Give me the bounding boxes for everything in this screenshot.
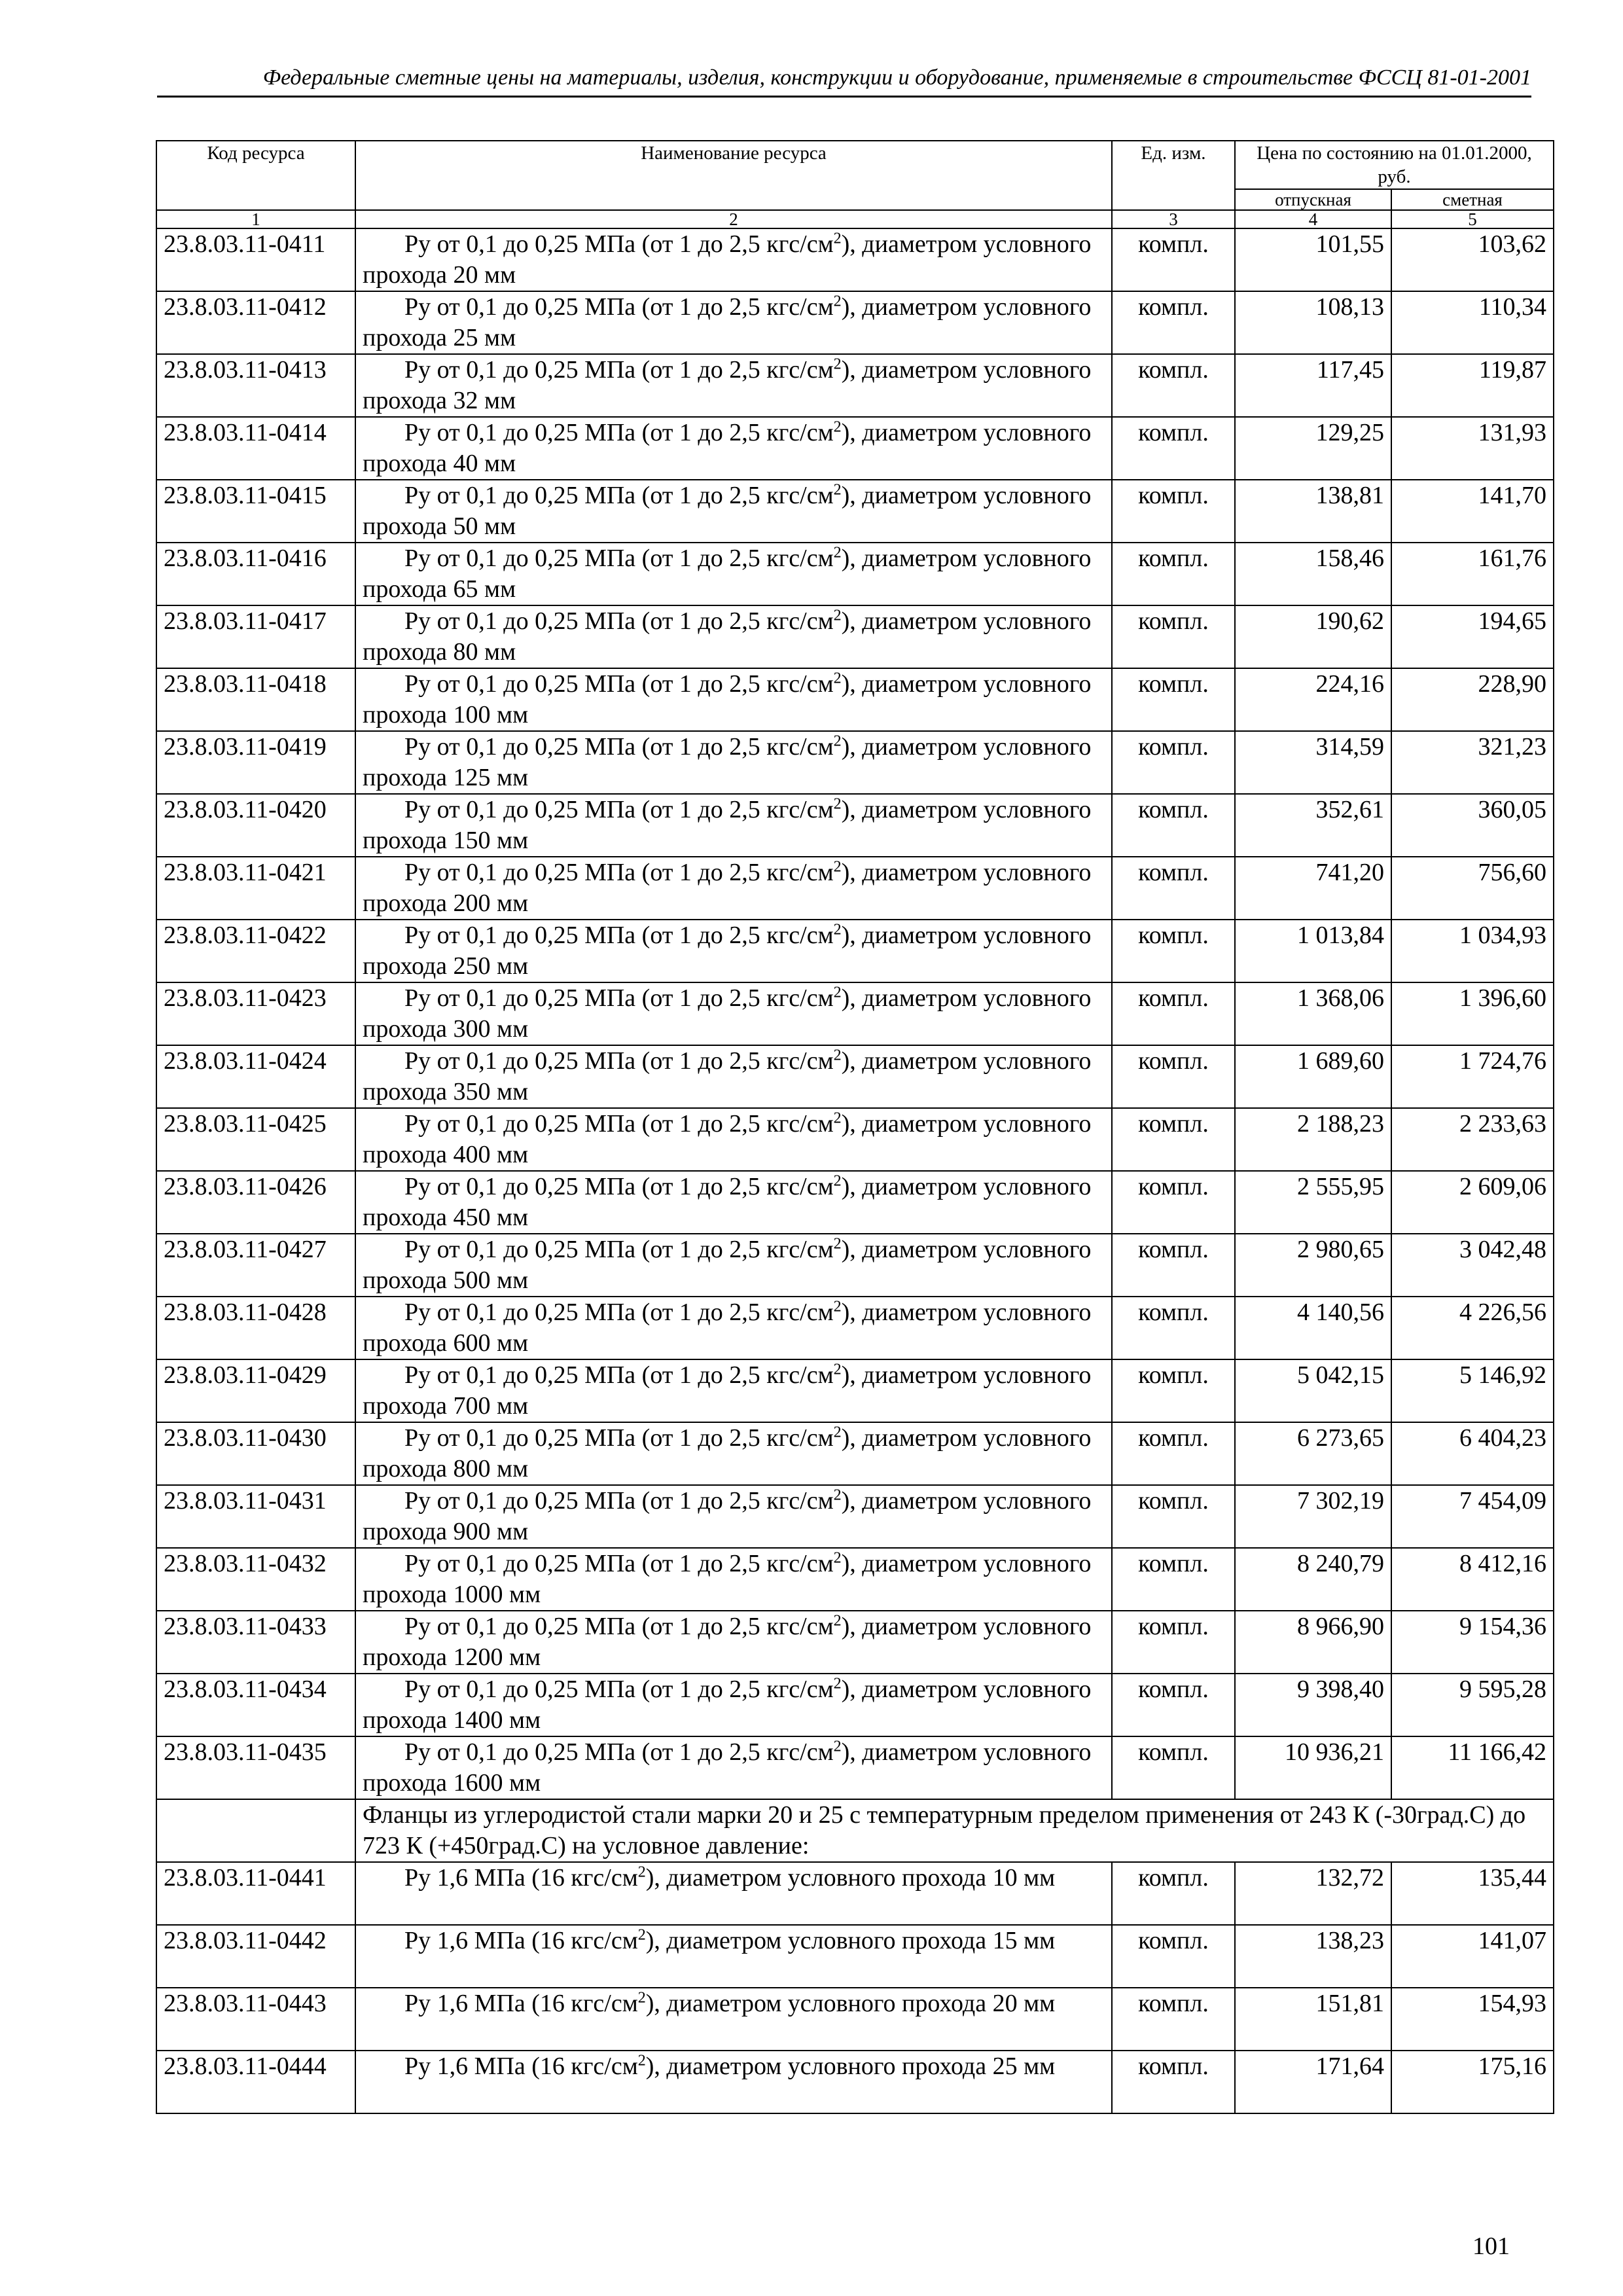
table-row [156, 1045, 1554, 1108]
release-price: 138,23 [1235, 1925, 1391, 1988]
release-price: 5 042,15 [1235, 1359, 1391, 1422]
resource-name-cell [355, 1925, 1112, 1988]
resource-code: 23.8.03.11-0411 [156, 228, 355, 291]
table-row [156, 1485, 1554, 1548]
resource-code: 23.8.03.11-0421 [156, 857, 355, 920]
resource-code: 23.8.03.11-0416 [156, 543, 355, 605]
resource-code: 23.8.03.11-0426 [156, 1171, 355, 1234]
release-price: 190,62 [1235, 605, 1391, 668]
estimate-price: 161,76 [1391, 543, 1554, 605]
estimate-price: 756,60 [1391, 857, 1554, 920]
resource-name: Ру от 0,1 до 0,25 МПа (от 1 до 2,5 кгс/$см^2$), диаметром условного прохода 25 мм [363, 293, 1092, 351]
unit: компл. [1112, 1045, 1235, 1108]
estimate-price: 5 146,92 [1391, 1359, 1554, 1422]
unit: компл. [1112, 1422, 1235, 1485]
resource-name: Ру 1,6 МПа (16 кгс/$см^2$), диаметром условного прохода 10 мм [404, 1863, 1056, 1892]
resource-name: Ру от 0,1 до 0,25 МПа (от 1 до 2,5 кгс/$см^2$), диаметром условного прохода 300 мм [363, 984, 1092, 1043]
table-row [156, 1108, 1554, 1171]
table-row [156, 605, 1554, 668]
resource-name: Ру от 0,1 до 0,25 МПа (от 1 до 2,5 кгс/$см^2$), диаметром условного прохода 65 мм [363, 544, 1092, 603]
resource-name-cell [355, 543, 1112, 605]
unit: компл. [1112, 1925, 1235, 1988]
resource-name: Ру от 0,1 до 0,25 МПа (от 1 до 2,5 кгс/$см^2$), диаметром условного прохода 250 мм [363, 921, 1092, 980]
resource-name-cell [355, 794, 1112, 857]
resource-code: 23.8.03.11-0425 [156, 1108, 355, 1171]
release-price: 4 140,56 [1235, 1297, 1391, 1359]
estimate-price: 228,90 [1391, 668, 1554, 731]
table-row [156, 731, 1554, 794]
table-row [156, 543, 1554, 605]
release-price: 741,20 [1235, 857, 1391, 920]
estimate-price: 131,93 [1391, 417, 1554, 480]
resource-code: 23.8.03.11-0443 [156, 1988, 355, 2051]
estimate-price: 8 412,16 [1391, 1548, 1554, 1611]
resource-code: 23.8.03.11-0427 [156, 1234, 355, 1297]
resource-name-cell [355, 1988, 1112, 2051]
estimate-price: 9 154,36 [1391, 1611, 1554, 1674]
estimate-price: 175,16 [1391, 2051, 1554, 2113]
resource-name: Ру от 0,1 до 0,25 МПа (от 1 до 2,5 кгс/$см^2$), диаметром условного прохода 150 мм [363, 795, 1092, 854]
estimate-price: 4 226,56 [1391, 1297, 1554, 1359]
table-row [156, 1611, 1554, 1674]
release-price: 6 273,65 [1235, 1422, 1391, 1485]
column-number-row [156, 210, 1554, 228]
resource-code: 23.8.03.11-0435 [156, 1736, 355, 1799]
resource-code: 23.8.03.11-0441 [156, 1862, 355, 1925]
resource-name: Ру 1,6 МПа (16 кгс/$см^2$), диаметром условного прохода 25 мм [404, 2052, 1056, 2080]
unit: компл. [1112, 1485, 1235, 1548]
estimate-price: 2 233,63 [1391, 1108, 1554, 1171]
estimate-price: 360,05 [1391, 794, 1554, 857]
section-heading: Фланцы из углеродистой стали марки 20 и 25 с температурным пределом применения от 243 К (-30град.С) до 723 К (+450град.С) на условное давление: [363, 1801, 1526, 1859]
unit: компл. [1112, 1297, 1235, 1359]
resource-name-cell [355, 1359, 1112, 1422]
resource-code: 23.8.03.11-0429 [156, 1359, 355, 1422]
release-price: 108,13 [1235, 291, 1391, 354]
table-row [156, 857, 1554, 920]
resource-name-cell [355, 1548, 1112, 1611]
resource-name: Ру от 0,1 до 0,25 МПа (от 1 до 2,5 кгс/$см^2$), диаметром условного прохода 900 мм [363, 1486, 1092, 1545]
release-price: 2 980,65 [1235, 1234, 1391, 1297]
resource-name: Ру от 0,1 до 0,25 МПа (от 1 до 2,5 кгс/$см^2$), диаметром условного прохода 1400 мм [363, 1675, 1092, 1734]
header-unit: Ед. изм. [1112, 141, 1235, 210]
release-price: 1 368,06 [1235, 982, 1391, 1045]
table-row [156, 794, 1554, 857]
release-price: 7 302,19 [1235, 1485, 1391, 1548]
running-header: Федеральные сметные цены на материалы, изделия, конструкции и оборудование, применяемые в строительстве ФССЦ 81-01-2001 [157, 65, 1531, 98]
unit: компл. [1112, 354, 1235, 417]
unit: компл. [1112, 1548, 1235, 1611]
resource-code: 23.8.03.11-0431 [156, 1485, 355, 1548]
table-row [156, 228, 1554, 291]
table-row [156, 1422, 1554, 1485]
release-price: 9 398,40 [1235, 1674, 1391, 1736]
resource-name-cell [355, 605, 1112, 668]
release-price: 151,81 [1235, 1988, 1391, 2051]
header-release-price: отпускная [1235, 189, 1391, 210]
table-row [156, 354, 1554, 417]
unit: компл. [1112, 228, 1235, 291]
unit: компл. [1112, 1359, 1235, 1422]
estimate-price: 3 042,48 [1391, 1234, 1554, 1297]
unit: компл. [1112, 1736, 1235, 1799]
table-row [156, 1862, 1554, 1925]
resource-code: 23.8.03.11-0414 [156, 417, 355, 480]
header-estimate-price: сметная [1391, 189, 1554, 210]
resource-code: 23.8.03.11-0420 [156, 794, 355, 857]
release-price: 1 013,84 [1235, 920, 1391, 982]
resource-name-cell [355, 1045, 1112, 1108]
resource-name-cell [355, 668, 1112, 731]
unit: компл. [1112, 291, 1235, 354]
estimate-price: 141,07 [1391, 1925, 1554, 1988]
estimate-price: 119,87 [1391, 354, 1554, 417]
resource-name: Ру от 0,1 до 0,25 МПа (от 1 до 2,5 кгс/$см^2$), диаметром условного прохода 800 мм [363, 1424, 1092, 1482]
unit: компл. [1112, 1611, 1235, 1674]
resource-name-cell [355, 1108, 1112, 1171]
resource-name: Ру от 0,1 до 0,25 МПа (от 1 до 2,5 кгс/$см^2$), диаметром условного прохода 600 мм [363, 1298, 1092, 1357]
release-price: 8 966,90 [1235, 1611, 1391, 1674]
table-row [156, 480, 1554, 543]
resource-name: Ру от 0,1 до 0,25 МПа (от 1 до 2,5 кгс/$см^2$), диаметром условного прохода 500 мм [363, 1235, 1092, 1294]
table-row [156, 1171, 1554, 1234]
header-code: Код ресурса [156, 141, 355, 210]
estimate-price: 103,62 [1391, 228, 1554, 291]
release-price: 10 936,21 [1235, 1736, 1391, 1799]
header-name: Наименование ресурса [355, 141, 1112, 210]
resource-name: Ру от 0,1 до 0,25 МПа (от 1 до 2,5 кгс/$см^2$), диаметром условного прохода 20 мм [363, 230, 1092, 289]
table-row [156, 1297, 1554, 1359]
section-code-cell [156, 1799, 355, 1862]
unit: компл. [1112, 605, 1235, 668]
resource-code: 23.8.03.11-0442 [156, 1925, 355, 1988]
unit: компл. [1112, 1674, 1235, 1736]
resource-name-cell [355, 1485, 1112, 1548]
unit: компл. [1112, 1108, 1235, 1171]
table-row [156, 1548, 1554, 1611]
resource-name-cell [355, 1736, 1112, 1799]
resource-code: 23.8.03.11-0430 [156, 1422, 355, 1485]
price-table [156, 140, 1554, 2114]
resource-name: Ру от 0,1 до 0,25 МПа (от 1 до 2,5 кгс/$см^2$), диаметром условного прохода 40 мм [363, 418, 1092, 477]
release-price: 2 188,23 [1235, 1108, 1391, 1171]
estimate-price: 6 404,23 [1391, 1422, 1554, 1485]
release-price: 132,72 [1235, 1862, 1391, 1925]
section-heading-cell [355, 1799, 1554, 1862]
resource-name-cell [355, 354, 1112, 417]
release-price: 2 555,95 [1235, 1171, 1391, 1234]
estimate-price: 1 396,60 [1391, 982, 1554, 1045]
column-number: 4 [1235, 210, 1391, 228]
unit: компл. [1112, 1988, 1235, 2051]
unit: компл. [1112, 1234, 1235, 1297]
resource-code: 23.8.03.11-0434 [156, 1674, 355, 1736]
unit: компл. [1112, 480, 1235, 543]
column-number: 1 [156, 210, 355, 228]
table-body-b [156, 1862, 1554, 2113]
table-row [156, 417, 1554, 480]
resource-name-cell [355, 1234, 1112, 1297]
table-body-a [156, 228, 1554, 1799]
resource-code: 23.8.03.11-0418 [156, 668, 355, 731]
release-price: 129,25 [1235, 417, 1391, 480]
table-row [156, 1925, 1554, 1988]
resource-code: 23.8.03.11-0423 [156, 982, 355, 1045]
resource-name: Ру 1,6 МПа (16 кгс/$см^2$), диаметром условного прохода 20 мм [404, 1989, 1056, 2017]
resource-name: Ру 1,6 МПа (16 кгс/$см^2$), диаметром условного прохода 15 мм [404, 1926, 1056, 1954]
estimate-price: 141,70 [1391, 480, 1554, 543]
estimate-price: 110,34 [1391, 291, 1554, 354]
resource-name: Ру от 0,1 до 0,25 МПа (от 1 до 2,5 кгс/$см^2$), диаметром условного прохода 400 мм [363, 1109, 1092, 1168]
resource-name: Ру от 0,1 до 0,25 МПа (от 1 до 2,5 кгс/$см^2$), диаметром условного прохода 32 мм [363, 355, 1092, 414]
unit: компл. [1112, 794, 1235, 857]
resource-name-cell [355, 1611, 1112, 1674]
unit: компл. [1112, 982, 1235, 1045]
column-number: 3 [1112, 210, 1235, 228]
table-row [156, 920, 1554, 982]
resource-name: Ру от 0,1 до 0,25 МПа (от 1 до 2,5 кгс/$см^2$), диаметром условного прохода 1600 мм [363, 1738, 1092, 1797]
table-row [156, 1736, 1554, 1799]
resource-code: 23.8.03.11-0415 [156, 480, 355, 543]
resource-name-cell [355, 1422, 1112, 1485]
resource-code: 23.8.03.11-0432 [156, 1548, 355, 1611]
table-row [156, 1359, 1554, 1422]
resource-name-cell [355, 1297, 1112, 1359]
column-number: 5 [1391, 210, 1554, 228]
table-row [156, 1674, 1554, 1736]
release-price: 117,45 [1235, 354, 1391, 417]
estimate-price: 321,23 [1391, 731, 1554, 794]
resource-name-cell [355, 1171, 1112, 1234]
resource-name: Ру от 0,1 до 0,25 МПа (от 1 до 2,5 кгс/$см^2$), диаметром условного прохода 450 мм [363, 1172, 1092, 1231]
table-row [156, 1988, 1554, 2051]
resource-name: Ру от 0,1 до 0,25 МПа (от 1 до 2,5 кгс/$см^2$), диаметром условного прохода 1000 мм [363, 1549, 1092, 1608]
estimate-price: 154,93 [1391, 1988, 1554, 2051]
resource-code: 23.8.03.11-0412 [156, 291, 355, 354]
resource-name: Ру от 0,1 до 0,25 МПа (от 1 до 2,5 кгс/$см^2$), диаметром условного прохода 50 мм [363, 481, 1092, 540]
resource-code: 23.8.03.11-0428 [156, 1297, 355, 1359]
page-number: 101 [1472, 2233, 1510, 2260]
resource-name-cell [355, 1674, 1112, 1736]
resource-name-cell [355, 920, 1112, 982]
unit: компл. [1112, 857, 1235, 920]
resource-code: 23.8.03.11-0419 [156, 731, 355, 794]
resource-name-cell [355, 982, 1112, 1045]
estimate-price: 2 609,06 [1391, 1171, 1554, 1234]
resource-code: 23.8.03.11-0433 [156, 1611, 355, 1674]
unit: компл. [1112, 2051, 1235, 2113]
resource-code: 23.8.03.11-0422 [156, 920, 355, 982]
estimate-price: 7 454,09 [1391, 1485, 1554, 1548]
resource-name-cell [355, 1862, 1112, 1925]
release-price: 101,55 [1235, 228, 1391, 291]
resource-name: Ру от 0,1 до 0,25 МПа (от 1 до 2,5 кгс/$см^2$), диаметром условного прохода 1200 мм [363, 1612, 1092, 1671]
resource-name-cell [355, 2051, 1112, 2113]
unit: компл. [1112, 920, 1235, 982]
resource-name-cell [355, 228, 1112, 291]
release-price: 1 689,60 [1235, 1045, 1391, 1108]
column-number: 2 [355, 210, 1112, 228]
resource-code: 23.8.03.11-0417 [156, 605, 355, 668]
release-price: 158,46 [1235, 543, 1391, 605]
table-section [156, 1799, 1554, 1862]
resource-name-cell [355, 731, 1112, 794]
section-row [156, 1799, 1554, 1862]
estimate-price: 1 724,76 [1391, 1045, 1554, 1108]
estimate-price: 9 595,28 [1391, 1674, 1554, 1736]
unit: компл. [1112, 417, 1235, 480]
unit: компл. [1112, 1171, 1235, 1234]
unit: компл. [1112, 543, 1235, 605]
resource-name: Ру от 0,1 до 0,25 МПа (от 1 до 2,5 кгс/$см^2$), диаметром условного прохода 350 мм [363, 1047, 1092, 1105]
estimate-price: 135,44 [1391, 1862, 1554, 1925]
resource-code: 23.8.03.11-0444 [156, 2051, 355, 2113]
release-price: 171,64 [1235, 2051, 1391, 2113]
table-row [156, 1234, 1554, 1297]
resource-name: Ру от 0,1 до 0,25 МПа (от 1 до 2,5 кгс/$см^2$), диаметром условного прохода 80 мм [363, 607, 1092, 666]
resource-code: 23.8.03.11-0413 [156, 354, 355, 417]
resource-name: Ру от 0,1 до 0,25 МПа (от 1 до 2,5 кгс/$см^2$), диаметром условного прохода 700 мм [363, 1361, 1092, 1420]
unit: компл. [1112, 1862, 1235, 1925]
unit: компл. [1112, 731, 1235, 794]
release-price: 138,81 [1235, 480, 1391, 543]
table-row [156, 2051, 1554, 2113]
resource-name-cell [355, 291, 1112, 354]
table-row [156, 668, 1554, 731]
resource-name-cell [355, 480, 1112, 543]
release-price: 224,16 [1235, 668, 1391, 731]
resource-name: Ру от 0,1 до 0,25 МПа (от 1 до 2,5 кгс/$см^2$), диаметром условного прохода 125 мм [363, 732, 1092, 791]
estimate-price: 1 034,93 [1391, 920, 1554, 982]
table-row [156, 291, 1554, 354]
resource-name: Ру от 0,1 до 0,25 МПа (от 1 до 2,5 кгс/$см^2$), диаметром условного прохода 100 мм [363, 670, 1092, 728]
estimate-price: 11 166,42 [1391, 1736, 1554, 1799]
table-row [156, 982, 1554, 1045]
estimate-price: 194,65 [1391, 605, 1554, 668]
header-price-group: Цена по состоянию на 01.01.2000, руб. [1235, 141, 1554, 189]
release-price: 8 240,79 [1235, 1548, 1391, 1611]
resource-code: 23.8.03.11-0424 [156, 1045, 355, 1108]
release-price: 314,59 [1235, 731, 1391, 794]
resource-name-cell [355, 417, 1112, 480]
resource-name: Ру от 0,1 до 0,25 МПа (от 1 до 2,5 кгс/$см^2$), диаметром условного прохода 200 мм [363, 858, 1092, 917]
unit: компл. [1112, 668, 1235, 731]
release-price: 352,61 [1235, 794, 1391, 857]
resource-name-cell [355, 857, 1112, 920]
